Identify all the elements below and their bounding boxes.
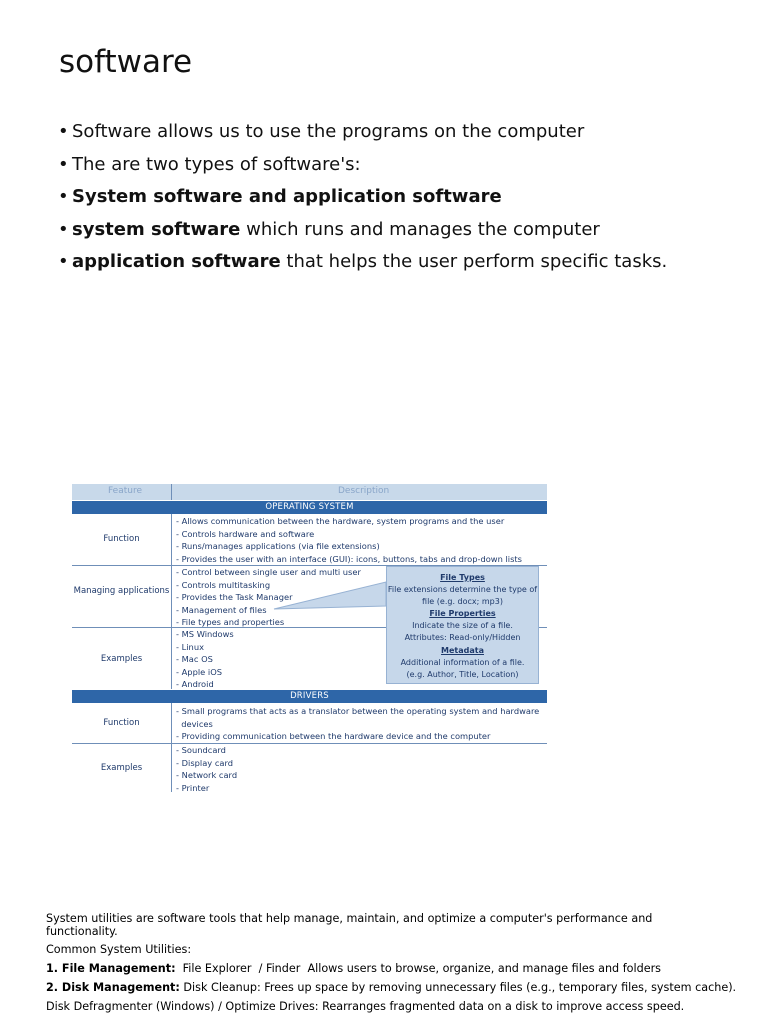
utility-item-text: Disk Defragmenter (Windows) / Optimize Drives: Rearranges fragmented data on a disk to improve access speed. <box>46 1000 685 1014</box>
utility-item-title: 2. Disk Management: <box>46 981 180 995</box>
row-item: - MS Windows <box>176 629 234 639</box>
callout-text: Attributes: Read-only/Hidden <box>404 633 521 643</box>
utility-item <box>46 981 737 995</box>
callout-text: Additional information of a file. <box>400 657 525 667</box>
utility-item <box>46 1001 726 1014</box>
bullet-text: which runs and manages the computer <box>240 218 600 240</box>
row-item: - Controls hardware and software <box>176 528 315 539</box>
row-item: - Provides the user with an interface (GUI): icons, buttons, tabs and drop-down lists <box>176 553 522 564</box>
header-description: Description <box>338 486 390 496</box>
utility-item-text: Disk Cleanup: Frees up space by removing unnecessary files (e.g., temporary files, system cache). <box>179 981 737 995</box>
utility-item-text: File Explorer / Finder Allows users to browse, organize, and manage files and folders <box>175 962 662 976</box>
row-item: - Runs/manages applications (via file extensions) <box>176 541 380 552</box>
bullet-bold: application software <box>72 251 281 272</box>
row-item: - Display card <box>176 757 234 768</box>
row-label: Managing applications <box>73 586 170 596</box>
row-item: - Apple iOS <box>176 666 222 677</box>
bullet-text: Software allows us to use the programs on the computer <box>72 121 585 142</box>
row-item: - Linux <box>176 641 204 652</box>
row-item: devices <box>176 718 213 729</box>
callout-text: File extensions determine the type of <box>387 585 538 595</box>
bullet-text: that helps the user perform specific tasks. <box>280 251 668 272</box>
section-band-drivers: DRIVERS <box>72 690 547 703</box>
callout-heading: File Types <box>440 573 485 582</box>
utilities-intro: System utilities are software tools that help manage, maintain, and optimize a computer's performance and functionality. <box>46 912 653 938</box>
row-label: Function <box>103 718 140 728</box>
row-item: - Small programs that acts as a translator between the operating system and hardware <box>176 706 540 716</box>
system-utilities-section <box>46 912 737 1021</box>
bullet-item <box>58 149 667 182</box>
row-item: - Control between single user and multi user <box>176 567 361 577</box>
callout-text: Indicate the size of a file. <box>412 621 513 631</box>
bullet-item <box>58 214 667 247</box>
bullet-bold: System software and application software <box>72 186 502 207</box>
callout-text: file (e.g. docx; mp3) <box>422 597 503 607</box>
bullet-text: The are two types of software's: <box>72 153 361 175</box>
section-band-os: OPERATING SYSTEM <box>72 501 547 514</box>
row-item: - Mac OS <box>176 654 213 665</box>
row-item: - Controls multitasking <box>176 579 271 590</box>
row-label: Examples <box>100 654 143 664</box>
row-label: Examples <box>100 763 143 773</box>
bullet-list <box>58 116 667 279</box>
callout-heading: Metadata <box>441 645 484 655</box>
row-item: - Providing communication between the hardware device and the computer <box>176 731 491 742</box>
utilities-heading: Common System Utilities: <box>46 943 192 957</box>
callout-text: (e.g. Author, Title, Location) <box>406 669 519 679</box>
utility-item <box>46 963 726 976</box>
row-item: - File types and properties <box>176 617 285 628</box>
bullet-item <box>58 246 667 279</box>
callout-heading: File Properties <box>429 609 496 619</box>
file-info-callout <box>386 566 539 684</box>
software-table <box>72 484 547 792</box>
row-item: - Printer <box>176 782 210 792</box>
row-label: Function <box>103 534 140 544</box>
bullet-item <box>58 116 667 149</box>
row-item: - Soundcard <box>176 745 226 755</box>
header-feature: Feature <box>108 486 143 496</box>
row-item: - Allows communication between the hardware, system programs and the user <box>176 516 505 526</box>
row-item: - Management of files <box>176 604 267 615</box>
row-item: - Network card <box>176 770 238 781</box>
utility-item-title: 1. File Management: <box>46 962 176 976</box>
bullet-item <box>58 181 667 214</box>
bullet-bold: system software <box>72 218 241 240</box>
row-item: - Provides the Task Manager <box>176 592 293 603</box>
slide-title: software <box>59 44 193 80</box>
row-item: - Android <box>176 679 214 690</box>
